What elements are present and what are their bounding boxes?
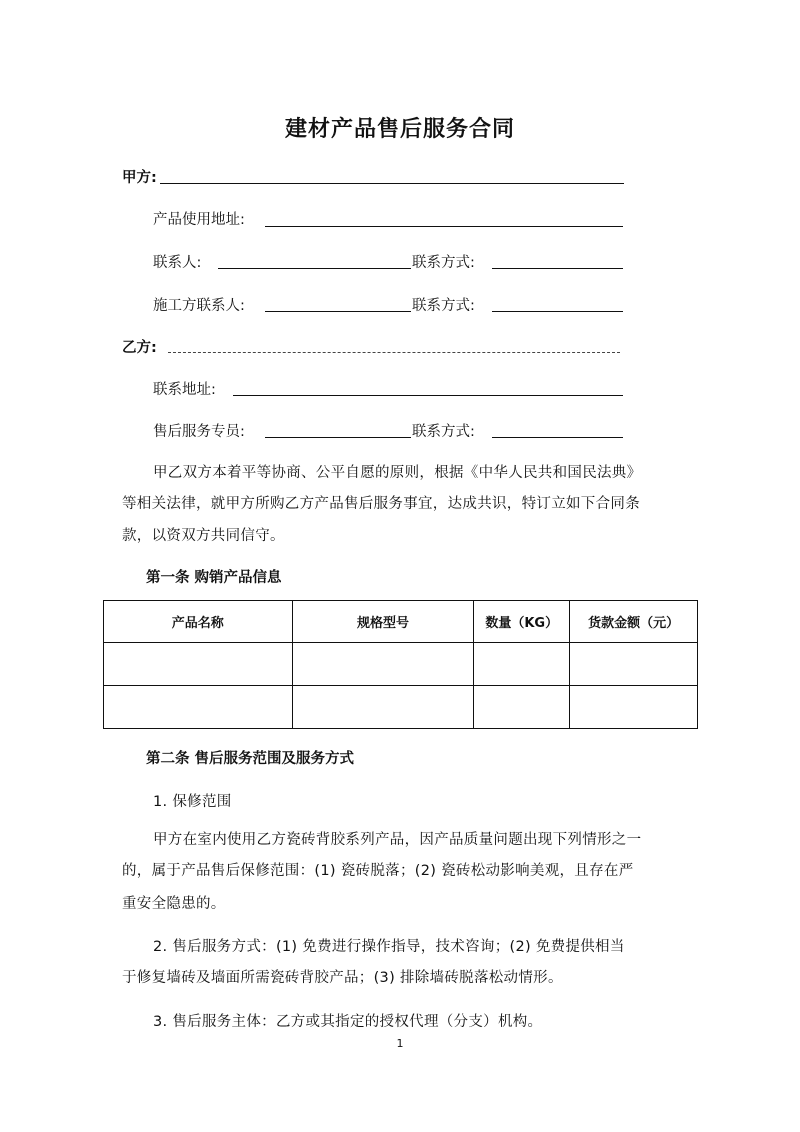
product-address-field[interactable] (265, 226, 623, 227)
intro-line-2: 等相关法律，就甲方所购乙方产品售后服务事宜，达成共识，特订立如下合同条 (122, 496, 640, 512)
party-a-contact-field[interactable] (218, 268, 411, 269)
party-b-address-field[interactable] (233, 395, 623, 396)
table-cell[interactable] (474, 686, 570, 729)
item-1-title: 1. 保修范围 (153, 794, 232, 810)
table-header-row (104, 601, 698, 643)
col-quantity: 数量（KG） (474, 601, 570, 643)
service-rep-field[interactable] (265, 437, 411, 438)
intro-line-1: 甲乙双方本着平等协商、公平自愿的原则，根据《中华人民共和国民法典》 (153, 465, 642, 481)
item-1-line-1: 甲方在室内使用乙方瓷砖背胶系列产品，因产品质量问题出现下列情形之一 (153, 832, 642, 848)
table-cell[interactable] (570, 643, 698, 686)
page-number: 1 (396, 1037, 404, 1050)
page-title: 建材产品售后服务合同 (284, 117, 515, 142)
item-1-line-3: 重安全隐患的。 (122, 896, 226, 912)
table-cell[interactable] (292, 643, 474, 686)
table-cell[interactable] (104, 686, 293, 729)
intro-line-3: 款，以资双方共同信守。 (122, 528, 285, 544)
builder-method-label: 联系方式: (412, 298, 475, 314)
table-cell[interactable] (292, 686, 474, 729)
service-method-field[interactable] (492, 437, 623, 438)
item-2-line-2: 于修复墙砖及墙面所需瓷砖背胶产品；(3) 排除墙砖脱落松动情形。 (122, 970, 563, 986)
service-method-label: 联系方式: (412, 424, 475, 440)
item-1-line-2: 的，属于产品售后保修范围：(1) 瓷砖脱落；(2) 瓷砖松动影响美观，且存在严 (122, 863, 634, 879)
col-spec-model: 规格型号 (292, 601, 474, 643)
item-2-line-1: 2. 售后服务方式：(1) 免费进行操作指导，技术咨询；(2) 免费提供相当 (153, 939, 625, 955)
party-b-address-label: 联系地址: (153, 382, 216, 398)
table-row (104, 686, 698, 729)
item-3-line-1: 3. 售后服务主体：乙方或其指定的授权代理（分支）机构。 (153, 1014, 543, 1030)
builder-method-field[interactable] (492, 311, 623, 312)
table-cell[interactable] (474, 643, 570, 686)
party-a-method-label: 联系方式: (412, 255, 475, 271)
party-a-contact-label: 联系人: (153, 255, 202, 271)
col-amount: 货款金额（元） (570, 601, 698, 643)
party-a-method-field[interactable] (492, 268, 623, 269)
party-b-label: 乙方: (122, 340, 157, 356)
table-cell[interactable] (570, 686, 698, 729)
table-cell[interactable] (104, 643, 293, 686)
col-product-name: 产品名称 (104, 601, 293, 643)
builder-contact-label: 施工方联系人: (153, 298, 245, 314)
article-2-heading: 第二条 售后服务范围及服务方式 (146, 751, 355, 767)
article-1-heading: 第一条 购销产品信息 (146, 570, 282, 586)
builder-contact-field[interactable] (265, 311, 411, 312)
party-a-field[interactable] (160, 183, 624, 184)
party-b-field[interactable] (168, 352, 620, 353)
service-rep-label: 售后服务专员: (153, 424, 245, 440)
party-a-label: 甲方: (122, 170, 157, 186)
table-row (104, 643, 698, 686)
product-address-label: 产品使用地址: (153, 212, 245, 228)
product-info-table (103, 600, 698, 729)
